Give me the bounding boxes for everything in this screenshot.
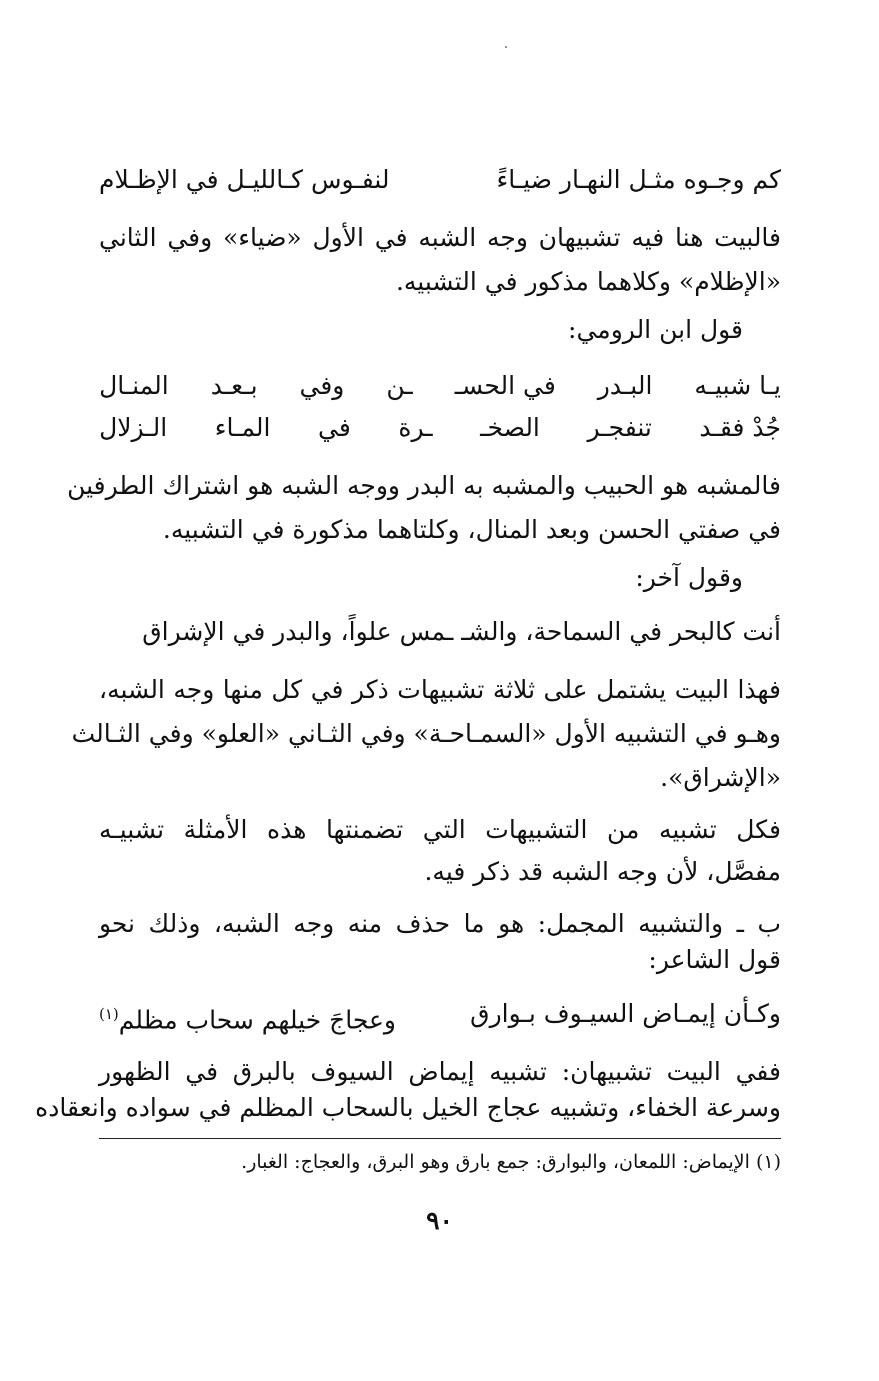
verse-word: البـدر (597, 371, 653, 400)
paragraph-line: ففي البيت تشبيهان: تشبيه إيماض السيوف بالبرق في الظهور (99, 1057, 781, 1086)
paragraph-line: فهذا البيت يشتمل على ثلاثة تشبيهات ذكر في كل منها وجه الشبه، (99, 675, 781, 704)
paragraph-line: وسرعة الخفاء، وتشبيه عجاج الخيل بالسحاب المظلم في سواده وانعقاده (35, 1093, 781, 1122)
quote-intro: وقول آخر: (635, 563, 743, 592)
verse-row (99, 408, 781, 448)
verse-word: ـن (386, 371, 413, 400)
page-number: ٩٠ (426, 1206, 453, 1235)
footnote-marker: (١) (99, 1005, 119, 1023)
paragraph-line: في صفتي الحسن وبعد المنال، وكلتاهما مذكورة في التشبيه. (162, 515, 781, 544)
verse-word: تنفجـر (587, 413, 652, 442)
paragraph-line: مفصَّل، لأن وجه الشبه قد ذكر فيه. (424, 857, 781, 886)
paragraph-line: فالبيت هنا فيه تشبيهان وجه الشبه في الأول «ضياء» وفي الثاني (99, 223, 781, 252)
verse-word: ـرة (398, 413, 433, 442)
verse-hemistich: كم وجـوه مثـل النهـار ضيـاءً (496, 165, 781, 194)
footnote-divider (99, 1138, 781, 1139)
verse-word: المـاء (214, 413, 271, 442)
verse-hemistich: وعجاجَ خيلهم سحاب مظلم (118, 1005, 396, 1035)
paragraph-line: فالمشبه هو الحبيب والمشبه به البدر ووجه الشبه هو اشتراك الطرفين (67, 471, 781, 500)
verse-line-second-half (99, 994, 396, 1034)
verse-row (99, 366, 781, 406)
verse-hemistich: لنفـوس كـالليـل في الإظـلام (99, 165, 390, 194)
verse-hemistich: وكـأن إيمـاض السيـوف بـوارق (470, 999, 781, 1028)
paragraph-line: قول الشاعر: (648, 945, 781, 974)
verse-word: المنـال (99, 371, 169, 400)
verse-line-second-half (99, 160, 390, 200)
verse-word: وفي (299, 371, 345, 400)
paragraph-line: ب ـ والتشبيه المجمل: هو ما حذف منه وجه الشبه، وذلك نحو (99, 909, 781, 938)
verse-line: أنت كالبحر في السماحة، والشـ ـمس علواً، والبدر في الإشراق (142, 617, 781, 646)
scan-speck (505, 46, 507, 48)
paragraph-line: «الإشراق». (660, 763, 781, 792)
verse-word: الصخـ (480, 413, 540, 442)
paragraph-line: «الإظلام» وكلاهما مذكور في التشبيه. (395, 267, 781, 296)
verse-word: بـعـد (210, 371, 258, 400)
footnote: (١) الإيماض: اللمعان، والبوارق: جمع بارق وهو البرق، والعجاج: الغبار. (241, 1151, 781, 1173)
verse-word: الـزلال (99, 413, 168, 442)
paragraph-line: فكل تشبيه من التشبيهات التي تضمنتها هذه الأمثلة تشبيـه (99, 815, 781, 844)
paragraph-line: وهـو في التشبيه الأول «السمـاحـة» وفي الثـاني «العلو» وفي الثـالث (71, 719, 781, 748)
verse-word: في (318, 413, 351, 442)
quote-intro: قول ابن الرومي: (568, 315, 743, 344)
verse-word: في الحسـ (454, 371, 556, 400)
verse-word: جُدْ فقـد (699, 413, 781, 442)
verse-word: يـا شبيـه (694, 371, 781, 400)
